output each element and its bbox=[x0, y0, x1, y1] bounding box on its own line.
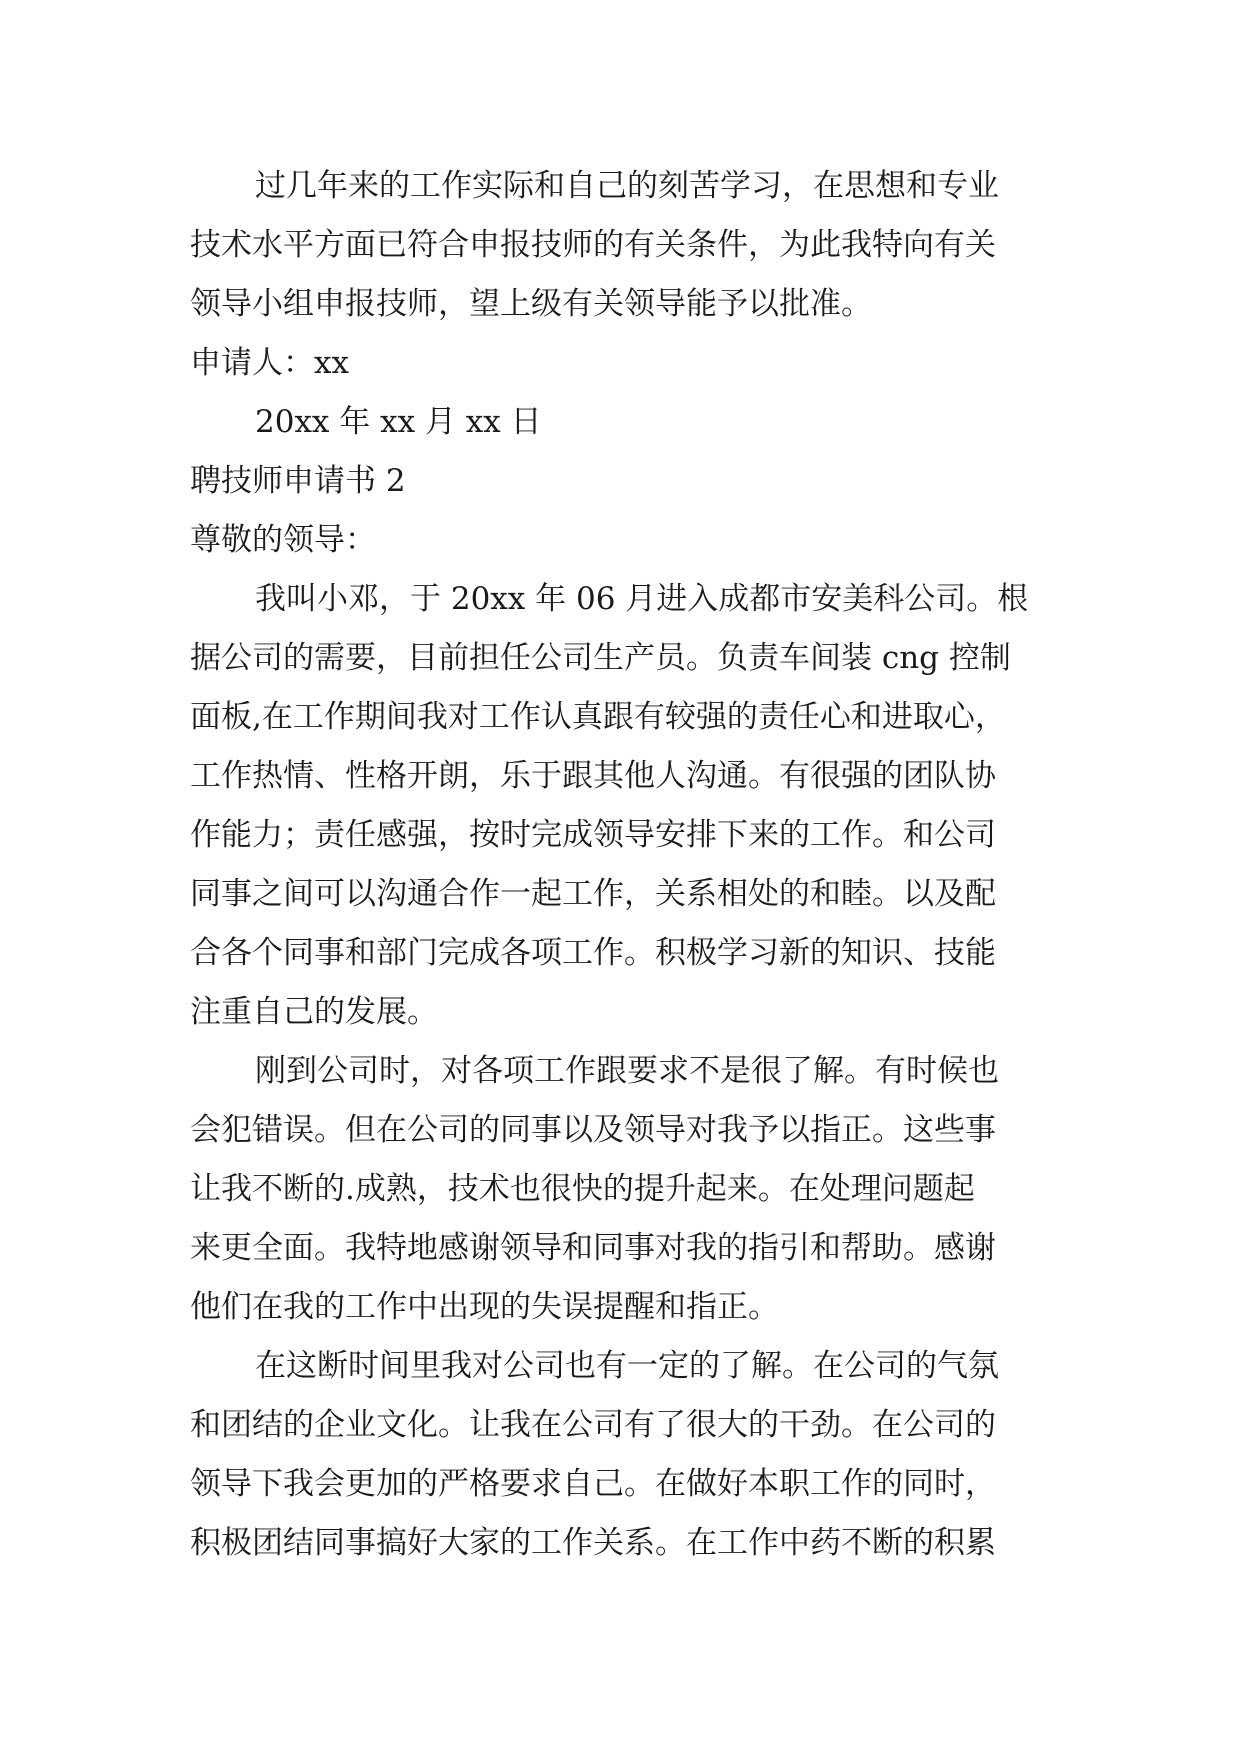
applicant-line: 申请人：xx bbox=[190, 345, 349, 381]
paragraph-line-13: 会犯错误。但在公司的同事以及领导对我予以指正。这些事 bbox=[190, 1112, 996, 1148]
paragraph-line-11: 注重自己的发展。 bbox=[190, 994, 438, 1030]
paragraph-line-4: 我叫小邓，于 20xx 年 06 月进入成都市安美科公司。根 bbox=[255, 581, 1029, 617]
paragraph-line-5: 据公司的需要，目前担任公司生产员。负责车间装 cng 控制 bbox=[190, 640, 1011, 676]
section-heading: 聘技师申请书 2 bbox=[190, 463, 406, 499]
paragraph-line-7: 工作热情、性格开朗，乐于跟其他人沟通。有很强的团队协 bbox=[190, 758, 996, 794]
paragraph-line-20: 积极团结同事搞好大家的工作关系。在工作中药不断的积累 bbox=[190, 1525, 996, 1561]
paragraph-line-19: 领导下我会更加的严格要求自己。在做好本职工作的同时， bbox=[190, 1466, 996, 1502]
date-line: 20xx 年 xx 月 xx 日 bbox=[255, 404, 542, 440]
paragraph-line-12: 刚到公司时，对各项工作跟要求不是很了解。有时候也 bbox=[255, 1053, 999, 1089]
paragraph-line-2: 技术水平方面已符合申报技师的有关条件，为此我特向有关 bbox=[190, 227, 996, 263]
paragraph-line-18: 和团结的企业文化。让我在公司有了很大的干劲。在公司的 bbox=[190, 1407, 996, 1443]
salutation: 尊敬的领导： bbox=[190, 522, 376, 558]
paragraph-line-3: 领导小组申报技师，望上级有关领导能予以批准。 bbox=[190, 286, 872, 322]
paragraph-line-10: 合各个同事和部门完成各项工作。积极学习新的知识、技能 bbox=[190, 935, 996, 971]
paragraph-line-6: 面板,在工作期间我对工作认真跟有较强的责任心和进取心， bbox=[190, 699, 1006, 735]
paragraph-line-15: 来更全面。我特地感谢领导和同事对我的指引和帮助。感谢 bbox=[190, 1230, 996, 1266]
paragraph-line-17: 在这断时间里我对公司也有一定的了解。在公司的气氛 bbox=[255, 1348, 999, 1384]
paragraph-line-16: 他们在我的工作中出现的失误提醒和指正。 bbox=[190, 1289, 779, 1325]
paragraph-line-1: 过几年来的工作实际和自己的刻苦学习，在思想和专业 bbox=[255, 168, 999, 204]
paragraph-line-9: 同事之间可以沟通合作一起工作，关系相处的和睦。以及配 bbox=[190, 876, 996, 912]
paragraph-line-8: 作能力；责任感强，按时完成领导安排下来的工作。和公司 bbox=[190, 817, 996, 853]
paragraph-line-14: 让我不断的.成熟，技术也很快的提升起来。在处理问题起 bbox=[190, 1171, 975, 1207]
